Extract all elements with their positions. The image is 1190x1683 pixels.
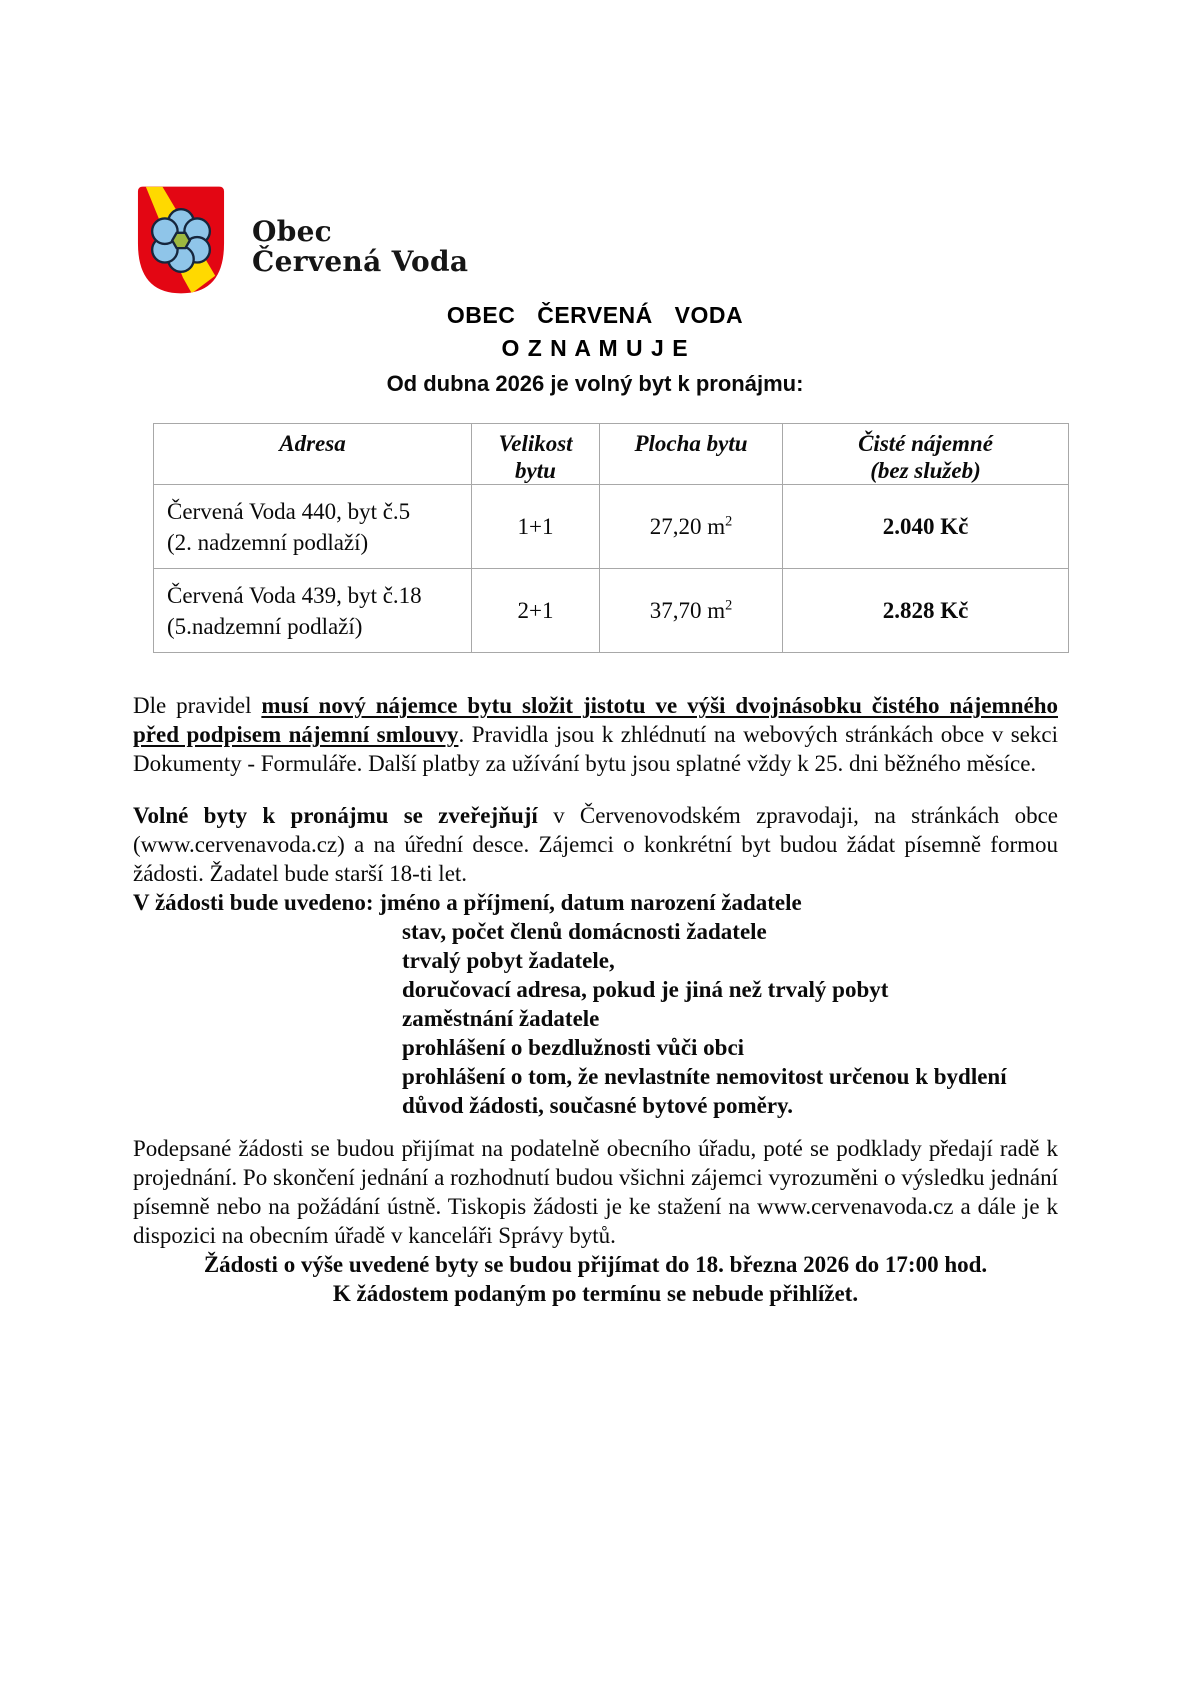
logo-org-name-line2: Červená Voda xyxy=(252,245,469,278)
coat-of-arms-icon xyxy=(136,184,226,296)
cell-rent: 2.040 Kč xyxy=(783,485,1069,569)
apartments-table xyxy=(153,423,1069,653)
logo-org-name xyxy=(252,184,468,296)
title-line1: OBEC ČERVENÁ VODA xyxy=(446,302,744,328)
list-first-line xyxy=(133,888,1058,917)
list-item: stav, počet členů domácnosti žadatele xyxy=(402,919,767,944)
column-header-najemne: Čisté nájemné (bez služeb) xyxy=(783,424,1069,485)
p1-start: Dle pravidel xyxy=(133,693,262,718)
announcement-subtitle: Od dubna 2026 je volný byt k pronájmu: xyxy=(386,371,804,396)
cell-address: Červená Voda 439, byt č.18 (5.nadzemní podlaží) xyxy=(154,569,472,653)
cell-area: 37,70 $m^2$ xyxy=(600,569,783,653)
municipality-logo xyxy=(136,184,468,296)
list-label: V žádosti bude uvedeno: xyxy=(133,890,374,915)
coat-of-arms-svg xyxy=(136,184,226,296)
title-line2: O Z N A M U J E xyxy=(501,335,689,361)
p1-emphasis: musí nový nájemce bytu složit jistotu ve výši dvojnásobku čistého nájemného před podpisem nájemní smlouvy xyxy=(133,693,1058,747)
paragraph-submission: Podepsané žádosti se budou přijímat na podatelně obecního úřadu, poté se podklady předají radě k projednání. Po skončení jednání a rozhodnutí budou všichni zájemci vyrozuměni o výsledku jednání písemně nebo na požádání ústně. Tiskopis žádosti je ke stažení na www.cervenavoda.cz a dále je k dispozici na obecním úřadě v kanceláři Správy bytů. xyxy=(133,1136,1058,1248)
table-row xyxy=(154,485,1069,569)
deadline-notice xyxy=(133,1250,1058,1308)
column-header-adresa: Adresa xyxy=(154,424,472,485)
table-header-row xyxy=(154,424,1069,485)
p2-emphasis: Volné byty k pronájmu se zveřejňují xyxy=(133,803,538,828)
cell-size: 1+1 xyxy=(472,485,600,569)
list-item: důvod žádosti, současné bytové poměry. xyxy=(402,1093,794,1118)
list-item: zaměstnání žadatele xyxy=(402,1006,600,1031)
cell-size: 2+1 xyxy=(472,569,600,653)
paragraph-publication xyxy=(133,801,1058,888)
list-item: jméno a příjmení, datum narození žadatele xyxy=(379,890,802,915)
column-header-velikost: Velikost bytu xyxy=(472,424,600,485)
deadline-line1: Žádosti o výše uvedené byty se budou přijímat do 18. března 2026 do 17:00 hod. xyxy=(203,1252,988,1277)
cell-rent: 2.828 Kč xyxy=(783,569,1069,653)
table-row xyxy=(154,569,1069,653)
deadline-line2: K žádostem podaným po termínu se nebude přihlížet. xyxy=(332,1281,859,1306)
list-item: prohlášení o bezdlužnosti vůči obci xyxy=(402,1035,745,1060)
cell-area: 27,20 $m^2$ xyxy=(600,485,783,569)
list-item: prohlášení o tom, že nevlastníte nemovitost určenou k bydlení xyxy=(402,1064,1007,1089)
p1-end: . Pravidla jsou k zhlédnutí na webových stránkách obce v sekci Dokumenty - Formuláře. Další platby za užívání bytu jsou splatné vždy k 25. dni běžného měsíce. xyxy=(133,722,1058,776)
announcement-title xyxy=(0,299,1190,365)
cell-address: Červená Voda 440, byt č.5 (2. nadzemní podlaží) xyxy=(154,485,472,569)
body-text xyxy=(133,691,1058,1308)
flower-emblem xyxy=(152,209,210,272)
logo-org-name-line1: Obec xyxy=(252,215,333,248)
paragraph-rules xyxy=(133,691,1058,778)
application-requirements-list xyxy=(133,888,1058,1120)
column-header-plocha: Plocha bytu xyxy=(600,424,783,485)
list-item: doručovací adresa, pokud je jiná než trvalý pobyt xyxy=(402,977,889,1002)
p2-end: v Červenovodském zpravodaji, na stránkách obce (www.cervenavoda.cz) a na úřední desce. Zájemci o konkrétní byt budou žádat písemně formou žádosti. Žadatel bude starší 18-ti let. xyxy=(133,803,1058,886)
list-item: trvalý pobyt žadatele, xyxy=(402,948,615,973)
